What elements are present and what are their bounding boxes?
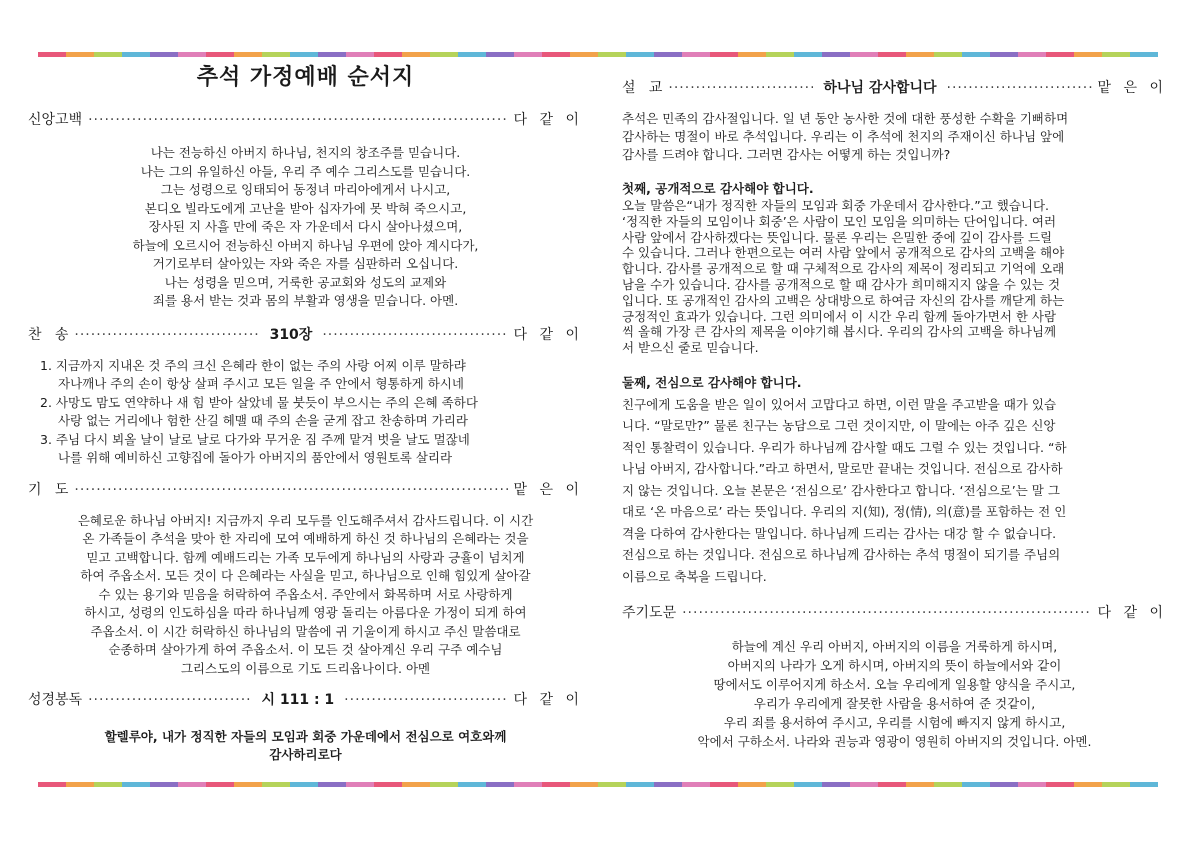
text-line: 서 받으신 줄로 믿습니다. [622,340,759,356]
scripture-leader: 다 같 이 [513,692,583,708]
text-line: 죄를 용서 받는 것과 몸의 부활과 영생을 믿습니다. 아멘. [152,293,459,308]
text-line: 그리스도의 이름으로 기도 드리옵나이다. 아멘 [180,660,431,676]
text-line: 3. 주님 다시 뵈올 날이 날로 날로 다가와 무거운 짐 주께 맡겨 벗을 날도 멀잖네 [40,431,470,447]
scripture-verse [28,728,583,764]
text-line: 나는 성령을 믿으며, 거룩한 공교회와 성도의 교제와 [164,274,447,290]
text-line: 지 않는 것입니다. 오늘 본문은 ‘전심으로’ 감사한다고 합니다. ‘전심으로’는 말 그 [622,482,1060,498]
text-line: 수 있는 용기와 믿음을 허락하여 주옵소서. 주안에서 화목하며 서로 사랑하게 [98,586,513,602]
text-line: 우리가 우리에게 잘못한 사람을 용서하여 준 것같이, [753,696,1036,712]
lords-prayer-heading [622,603,1167,623]
sermon-intro [622,110,1167,164]
decorative-stripe-top [38,52,1158,57]
sermon-point-one-text [622,198,1167,356]
text-line: 나는 그의 유일하신 아들, 우리 주 예수 그리스도를 믿습니다. [140,163,471,179]
sermon-point-two-text [622,394,1167,588]
sermon-heading [622,78,1167,98]
sermon-point-two-title: 둘째, 전심으로 감사해야 합니다. [622,374,802,390]
text-line: 은혜로운 하나님 아버지! 지금까지 우리 모두를 인도해주셔서 감사드립니다. 이 시간 [77,512,534,528]
hymn-lyrics [40,357,583,468]
hymn-label: 찬 송 [28,326,69,343]
creed-leader: 다 같 이 [513,112,583,128]
lords-prayer-leader: 다 같 이 [1097,605,1167,622]
text-line: 긍정적인 효과가 있습니다. 그런 의미에서 이 시간 우리 함께 돌아가면서 한 사람 [622,308,1057,324]
creed-heading [28,110,583,130]
decorative-stripe-bottom [38,782,1158,787]
page-title: 추석 가정예배 순서지 [196,64,415,90]
sermon-title: 하나님 감사합니다 [823,80,937,96]
leader-dots [74,480,507,500]
prayer-label: 기 도 [28,481,69,498]
leader-dots [668,78,813,98]
right-column [622,62,1167,751]
lords-prayer-text [622,637,1167,751]
text-line: 1. 지금까지 지내온 것 주의 크신 은혜라 한이 없는 주의 사랑 어찌 이루 말하랴 [40,357,466,373]
prayer-leader: 맡 은 이 [513,481,583,498]
text-line: 거기로부터 살아있는 자와 죽은 자를 심판하러 오십니다. [152,256,459,271]
scripture-label: 성경봉독 [28,692,83,708]
hymn-heading [28,325,583,345]
leader-dots [74,325,259,345]
text-line: 믿고 고백합니다. 함께 예배드리는 가족 모두에게 하나님의 사랑과 긍휼이 넘치게 [86,549,525,565]
text-line: 오늘 말씀은“내가 정직한 자들의 모임과 회중 가운데서 감사한다.”고 했습니다. [622,198,1050,213]
text-line: 악에서 구하소서. 나라와 권능과 영광이 영원히 아버지의 것입니다. 아멘. [697,734,1092,750]
left-column [28,62,583,764]
text-line: 합니다. 감사를 공개적으로 할 때 구체적으로 감사의 제목이 정리되고 기억에 오래 [622,261,1065,277]
text-line: 주옵소서. 이 시간 허락하신 하나님의 말씀에 귀 기울이게 하시고 주신 말씀대로 [90,623,521,639]
text-line: 사랑 없는 거리에나 험한 산길 헤맬 때 주의 손을 굳게 잡고 찬송하며 가리라 [58,413,468,428]
text-line: 사람 앞에서 감사하겠다는 뜻입니다. 물론 우리는 은밀한 중에 깊이 감사를 드릴 [622,229,1053,245]
text-line: 하늘에 계신 우리 아버지, 아버지의 이름을 거룩하게 하시며, [731,639,1058,655]
text-line: 할렐루야, 내가 정직한 자들의 모임과 회중 가운데에서 전심으로 여호와께 [104,729,507,744]
text-line: 입니다. 또 공개적인 감사의 고백은 상대방으로 하여금 자신의 감사를 깨닫게 하는 [622,292,1065,308]
text-line: 2. 사망도 맘도 연약하나 새 힘 받아 살았네 물 붓듯이 부으시는 주의 은혜 족하다 [40,394,478,410]
text-line: 친구에게 도움을 받은 일이 있어서 고맙다고 하면, 이런 말을 주고받을 때가 있습 [622,396,1057,412]
text-line: 본디오 빌라도에게 고난을 받아 십자가에 못 박혀 죽으시고, [144,200,467,216]
text-line: 온 가족들이 추석을 맞아 한 자리에 모여 예배하게 하신 것 하나님의 은혜라는 것을 [82,531,529,546]
text-line: 격을 다하여 감사한다는 말입니다. 하나님께 드리는 감사는 대강 할 수 없습니다. [622,525,1057,541]
text-line: 추석은 민족의 감사절입니다. 일 년 동안 농사한 것에 대한 풍성한 수확을 기뻐하며 [622,111,1069,126]
text-line: 나를 위해 예비하신 고향집에 돌아가 아버지의 품안에서 영원토록 살리라 [58,450,453,465]
text-line: 니다. “말로만?” 물론 친구는 농담으로 그런 것이지만, 이 말에는 아주 깊은 신앙 [622,418,1056,434]
leader-dots [322,325,507,345]
text-line: 나는 전능하신 아버지 하나님, 천지의 창조주를 믿습니다. [150,145,461,160]
text-line: 대로 ‘온 마음으로’ 라는 뜻입니다. 우리의 지(知), 정(情), 의(意)를 포함하는 전 인 [622,504,1067,520]
text-line: 아버지의 나라가 오게 하시며, 아버지의 뜻이 하늘에서와 같이 [727,658,1062,674]
text-line: 하늘에 오르시어 전능하신 아버지 하나님 우편에 앉아 계시다가, [132,237,479,253]
text-line: 전심으로 하는 것입니다. 전심으로 하나님께 감사하는 추석 명절이 되기를 주님의 [622,547,1061,563]
scripture-reference: 시 111 : 1 [261,692,335,708]
prayer-heading [28,480,583,500]
leader-dots [88,110,507,130]
leader-dots [344,690,507,710]
creed-label: 신앙고백 [28,112,83,128]
leader-dots [88,690,251,710]
text-line: 장사된 지 사흘 만에 죽은 자 가운데서 다시 살아나셨으며, [148,219,463,234]
sermon-point-one-title: 첫째, 공개적으로 감사해야 합니다. [622,181,814,196]
text-line: 순종하며 살아가게 하여 주옵소서. 이 모든 것 살아계신 우리 구주 예수님 [108,642,503,657]
text-line: ‘정직한 자들의 모임이나 회중’은 사람이 모인 모임을 의미하는 단어입니다. 여러 [622,213,1057,229]
text-line: 하여 주옵소서. 모든 것이 다 은혜라는 사실을 믿고, 하나님으로 인해 힘있게 살아갈 [80,568,531,583]
text-line: 우리 죄를 용서하여 주시고, 우리를 시험에 빠지지 않게 하시고, [723,715,1066,731]
hymn-number: 310장 [269,326,313,343]
sermon-label: 설 교 [622,80,663,96]
text-line: 땅에서도 이루어지게 하소서. 오늘 우리에게 일용할 양식을 주시고, [713,677,1076,693]
text-line: 이름으로 축복을 드립니다. [622,568,767,584]
text-line: 감사하는 명절이 바로 추석입니다. 우리는 이 추석에 천지의 주재이신 하나님 앞에 [622,129,1065,144]
creed-text [28,144,583,311]
text-line: 적인 통찰력이 있습니다. 우리가 하나님께 감사할 때도 그럴 수 있는 것입니다. “하 [622,439,1067,455]
text-line: 나님 아버지, 감사합니다.”라고 하면서, 말로만 끝내는 것입니다. 전심으로 감사하 [622,461,1063,477]
text-line: 감사를 드려야 합니다. 그러면 감사는 어떻게 하는 것입니까? [622,147,951,162]
text-line: 하시고, 성령의 인도하심을 따라 하나님께 영광 돌리는 아름다운 가정이 되게 하여 [84,605,527,620]
text-line: 자나깨나 주의 손이 항상 살펴 주시고 모든 일을 주 안에서 형통하게 하시네 [58,376,464,391]
leader-dots [682,603,1091,623]
sermon-leader: 맡 은 이 [1097,80,1167,96]
lords-prayer-label: 주기도문 [622,605,677,622]
prayer-text [28,512,583,679]
hymn-leader: 다 같 이 [513,326,583,343]
text-line: 감사하리로다 [269,747,342,762]
scripture-heading [28,690,583,710]
text-line: 그는 성령으로 잉태되어 동정녀 마리아에게서 나시고, [160,182,451,197]
text-line: 수 있습니다. 그러나 한편으로는 여러 사람 앞에서 공개적으로 감사의 고백을 해야 [622,245,1065,261]
text-line: 남을 수가 있습니다. 감사를 공개적으로 할 때 감사가 희미해지지 않을 수 있는 것 [622,276,1061,292]
leader-dots [947,78,1092,98]
text-line: 씩 올해 가장 큰 감사의 제목을 이야기해 봅시다. 우리의 감사의 고백을 하나님께 [622,324,1057,340]
